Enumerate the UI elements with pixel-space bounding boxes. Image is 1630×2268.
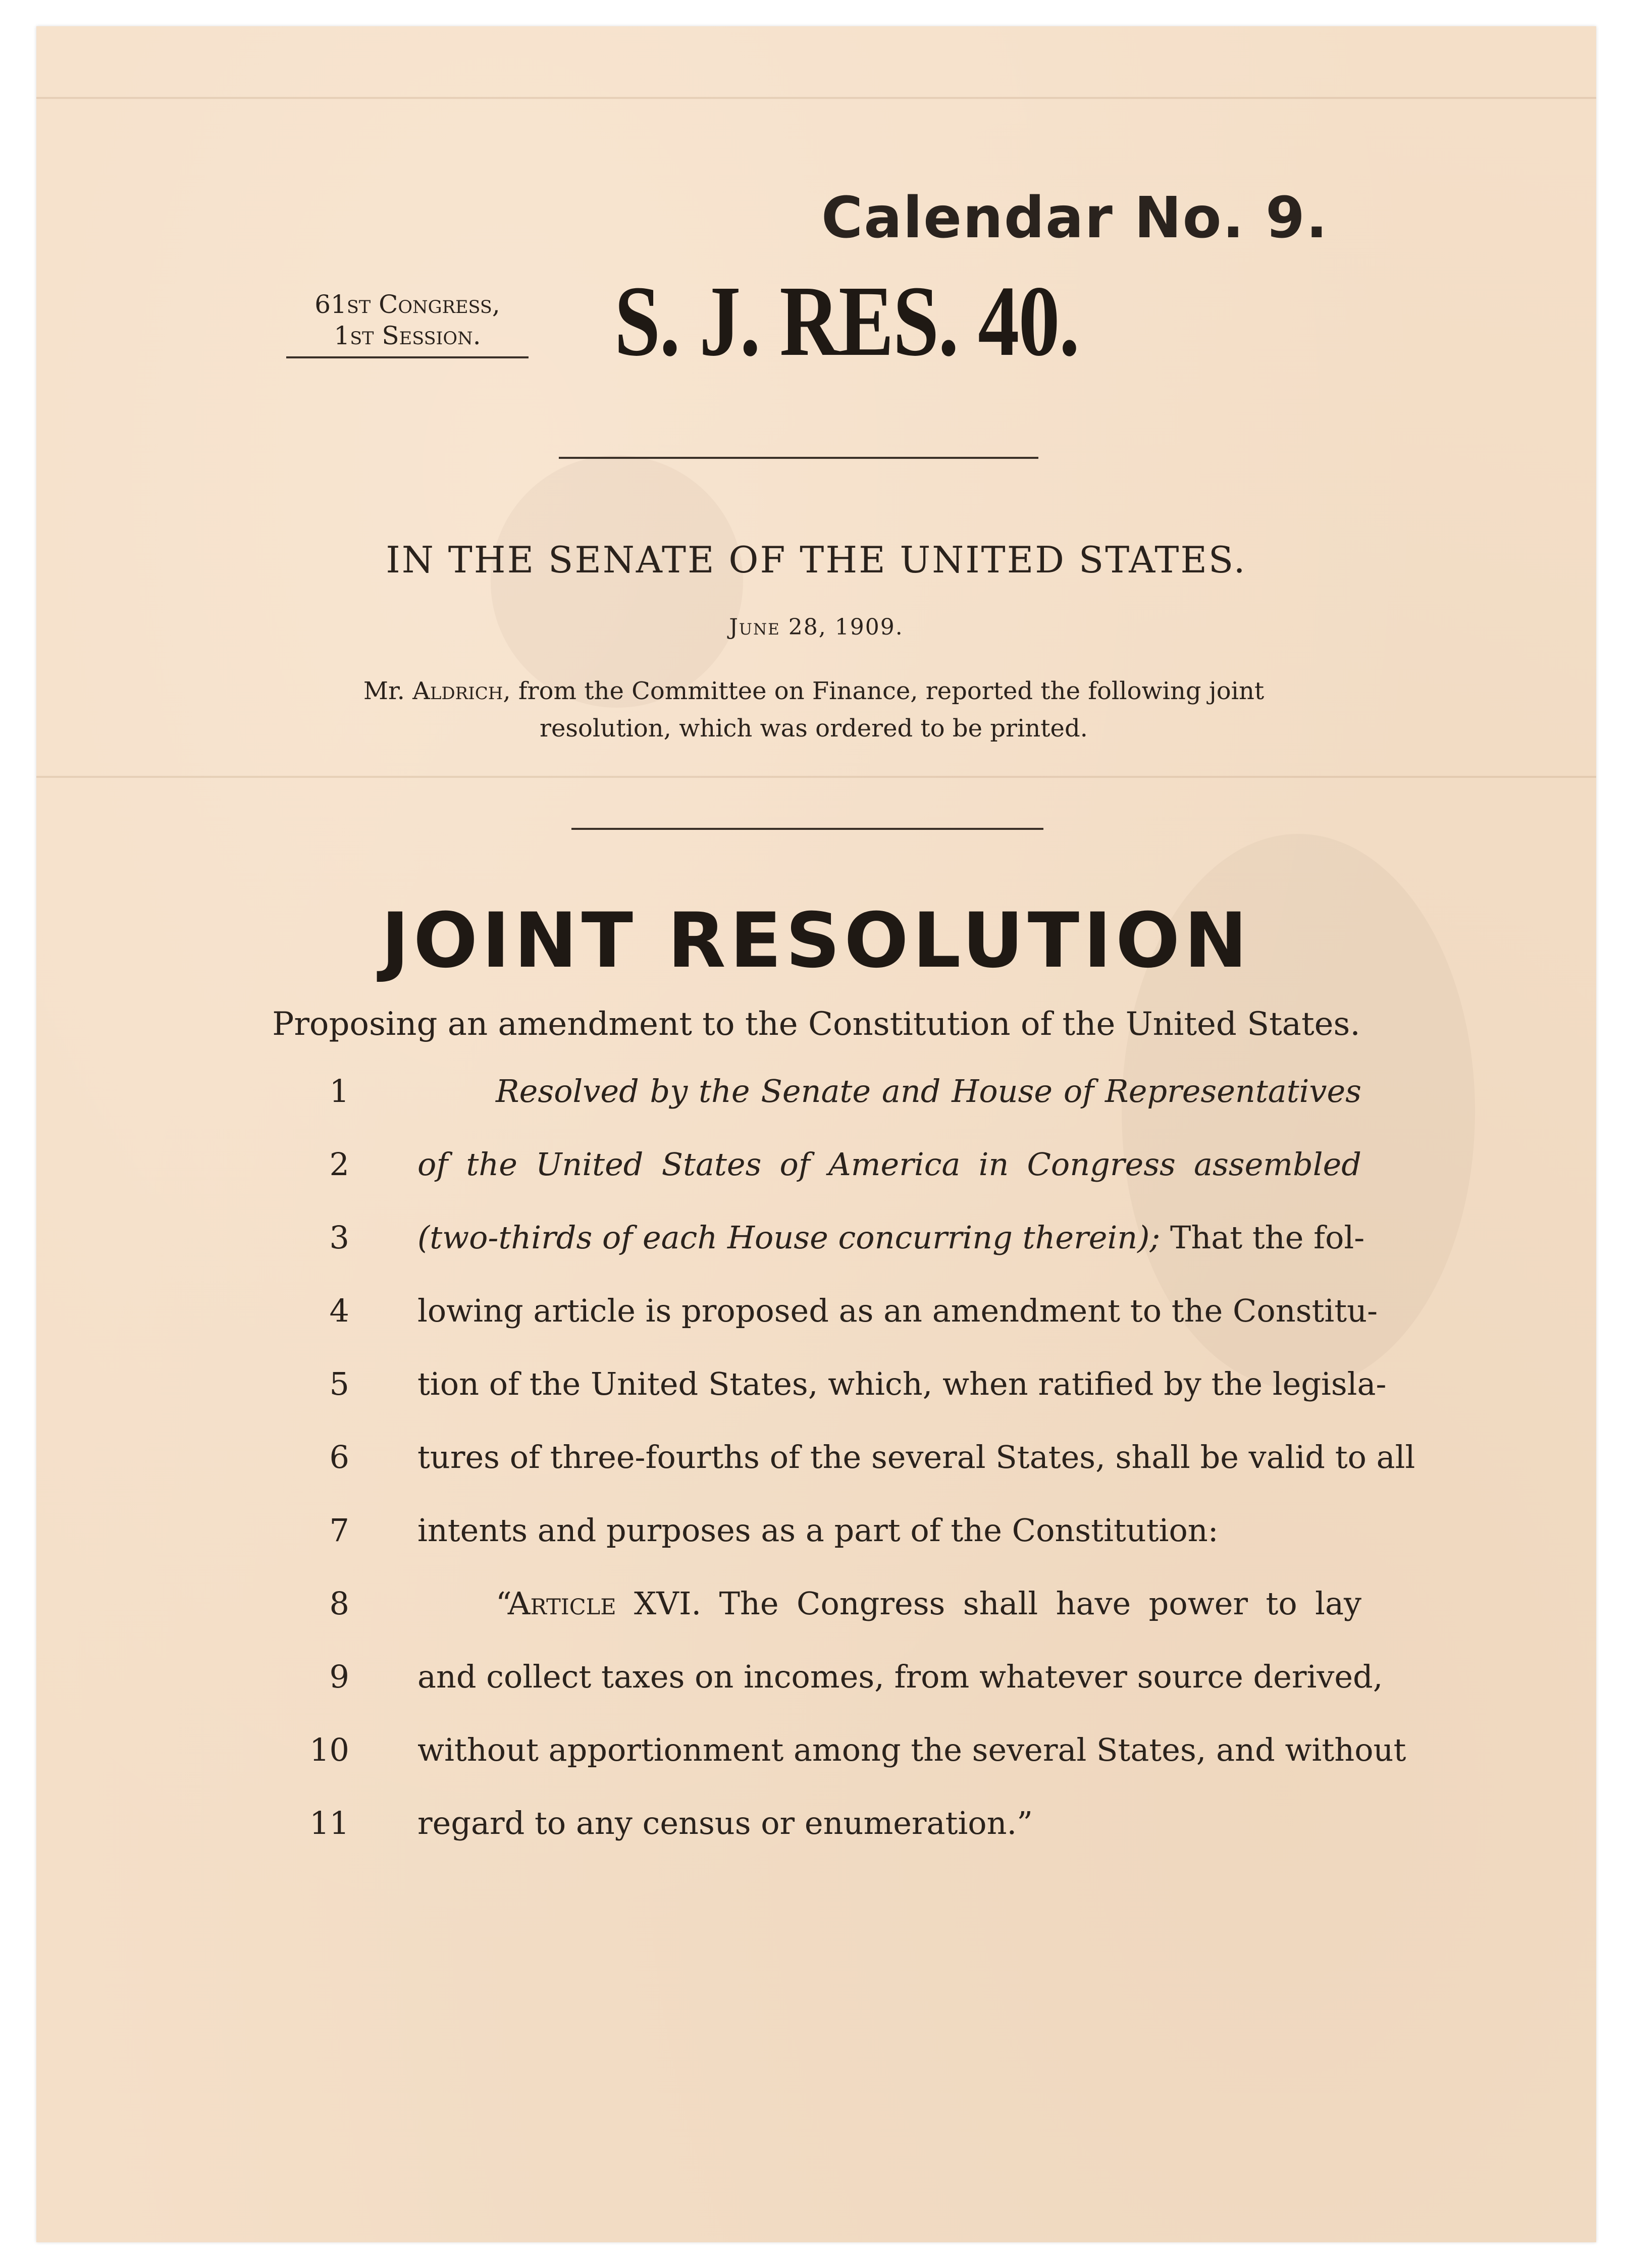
resolution-id: S. J. RES. 40. [614,266,1079,377]
resolution-line [304,1652,1383,1702]
resolution-line [304,1139,1364,1190]
line-text: lowing article is proposed as an amendment to the Constitu- [417,1292,1378,1329]
line-number: 3 [329,1219,349,1256]
document-page [36,26,1596,2242]
resolution-line [304,1505,1364,1556]
senator-name: Aldrich, [412,677,511,705]
resolution-line [304,1432,1415,1483]
line-number: 11 [309,1805,349,1841]
line-number: 5 [329,1365,349,1402]
report-line-2: resolution, which was ordered to be printed. [540,714,1088,743]
report-line-1-rest: from the Committee on Finance, reported the following joint [518,677,1265,705]
resolution-line [304,1359,1387,1409]
line-number: 4 [329,1292,349,1329]
resolution-line [304,1725,1406,1775]
line-text: and collect taxes on incomes, from whatever source derived, [417,1658,1383,1695]
senate-heading: IN THE SENATE OF THE UNITED STATES. [386,539,1247,581]
line-text [496,1578,1361,1629]
resolution-line [304,1578,1364,1629]
divider-top [559,457,1038,459]
resolution-line [304,1212,1364,1263]
session-line: 1st Session. [334,321,481,350]
report-title: Mr. [363,677,405,705]
fold-line-middle [36,776,1596,778]
line-text: without apportionment among the several States, and without [417,1731,1406,1768]
divider-middle [571,828,1043,830]
resolution-line [304,1798,1364,1849]
line-number: 9 [329,1658,349,1695]
resolution-line [304,1066,1364,1117]
line-text: intents and purposes as a part of the Constitution: [417,1512,1219,1549]
line-text: tion of the United States, which, when ratified by the legisla- [417,1365,1387,1402]
line-text: tures of three-fourths of the several States, shall be valid to all [417,1439,1415,1475]
calendar-number: Calendar No. 9. [821,185,1329,251]
line-text: of the United States of America in Congress assembled [417,1146,1361,1183]
document-subtitle: Proposing an amendment to the Constitution of the United States. [272,1006,1360,1043]
fold-line-top [36,97,1596,99]
report-statement [286,672,1341,747]
line-text: Resolved by the Senate and House of Representatives [496,1073,1361,1110]
line-text [417,1212,1365,1263]
article-label: “Article XVI. [496,1585,702,1622]
congress-line [286,289,529,320]
line-number: 7 [329,1512,349,1549]
report-date: June 28, 1909. [729,614,904,640]
document-title: JOINT RESOLUTION [381,897,1251,985]
paper-stain [491,455,743,708]
line-number: 6 [329,1439,349,1475]
congress-number: 61 [314,290,347,319]
line-number: 1 [329,1073,349,1110]
line-text-rest: The Congress shall have power to lay [701,1585,1361,1622]
line-text-rest: That the fol- [1160,1219,1365,1256]
line-number: 8 [329,1585,349,1622]
line-number: 10 [309,1731,349,1768]
resolution-line [304,1286,1378,1336]
line-text: regard to any census or enumeration.” [417,1805,1033,1841]
line-number: 2 [329,1146,349,1183]
line-text-italic: (two-thirds of each House concurring therein); [417,1219,1161,1256]
congress-label: st Congress, [346,290,500,319]
congress-session [286,289,529,358]
report-line-1 [286,672,1341,710]
